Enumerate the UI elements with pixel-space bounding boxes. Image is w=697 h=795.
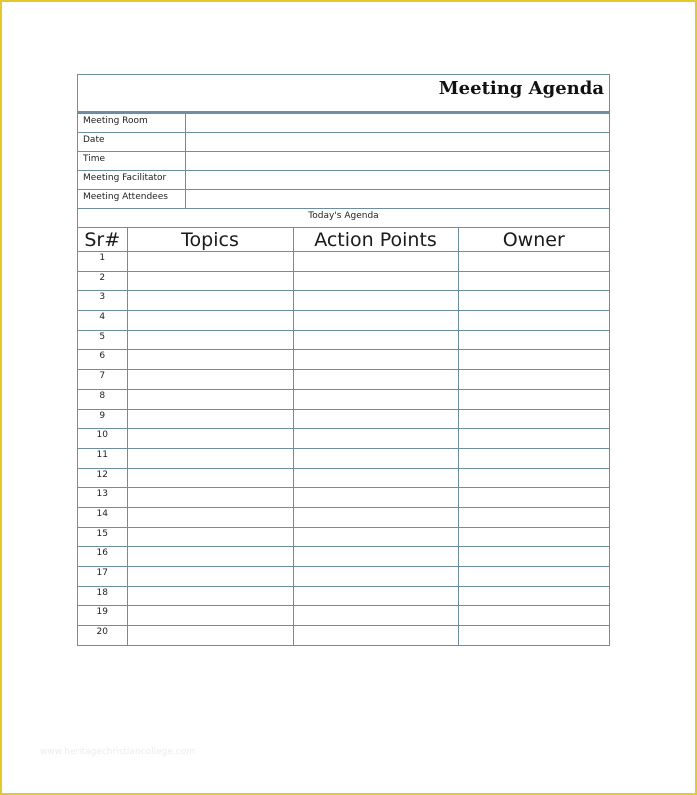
row-number: 17: [78, 567, 127, 587]
action-points-cell[interactable]: [293, 547, 458, 567]
column-header-owner: Owner: [458, 228, 609, 252]
table-row: [78, 586, 609, 606]
info-value-field[interactable]: [186, 133, 610, 152]
table-row: [78, 271, 609, 291]
info-label: Time: [78, 152, 186, 171]
topic-cell[interactable]: [127, 448, 293, 468]
topic-cell[interactable]: [127, 311, 293, 331]
topic-cell[interactable]: [127, 626, 293, 645]
info-value-field[interactable]: [186, 190, 610, 209]
table-row: [78, 547, 609, 567]
info-row: [78, 171, 609, 190]
info-value-field[interactable]: [186, 171, 610, 190]
topic-cell[interactable]: [127, 389, 293, 409]
info-row: [78, 190, 609, 209]
topic-cell[interactable]: [127, 468, 293, 488]
action-points-cell[interactable]: [293, 389, 458, 409]
action-points-cell[interactable]: [293, 350, 458, 370]
title-row: [78, 75, 609, 114]
owner-cell[interactable]: [458, 626, 609, 645]
action-points-cell[interactable]: [293, 488, 458, 508]
owner-cell[interactable]: [458, 527, 609, 547]
meeting-info-table: [78, 114, 609, 209]
topic-cell[interactable]: [127, 252, 293, 272]
agenda-table: [78, 228, 609, 645]
owner-cell[interactable]: [458, 350, 609, 370]
info-label: Meeting Room: [78, 114, 186, 133]
action-points-cell[interactable]: [293, 567, 458, 587]
owner-cell[interactable]: [458, 291, 609, 311]
owner-cell[interactable]: [458, 370, 609, 390]
owner-cell[interactable]: [458, 567, 609, 587]
row-number: 13: [78, 488, 127, 508]
info-label: Date: [78, 133, 186, 152]
row-number: 16: [78, 547, 127, 567]
action-points-cell[interactable]: [293, 448, 458, 468]
info-label: Meeting Attendees: [78, 190, 186, 209]
topic-cell[interactable]: [127, 330, 293, 350]
topic-cell[interactable]: [127, 507, 293, 527]
action-points-cell[interactable]: [293, 626, 458, 645]
action-points-cell[interactable]: [293, 606, 458, 626]
row-number: 14: [78, 507, 127, 527]
table-row: [78, 606, 609, 626]
topic-cell[interactable]: [127, 527, 293, 547]
table-row: [78, 350, 609, 370]
owner-cell[interactable]: [458, 311, 609, 331]
owner-cell[interactable]: [458, 586, 609, 606]
info-value-field[interactable]: [186, 114, 610, 133]
owner-cell[interactable]: [458, 606, 609, 626]
row-number: 12: [78, 468, 127, 488]
info-row: [78, 133, 609, 152]
owner-cell[interactable]: [458, 488, 609, 508]
table-row: [78, 330, 609, 350]
topic-cell[interactable]: [127, 429, 293, 449]
owner-cell[interactable]: [458, 468, 609, 488]
topic-cell[interactable]: [127, 586, 293, 606]
table-row: [78, 626, 609, 645]
topic-cell[interactable]: [127, 409, 293, 429]
action-points-cell[interactable]: [293, 252, 458, 272]
row-number: 19: [78, 606, 127, 626]
action-points-cell[interactable]: [293, 507, 458, 527]
row-number: 4: [78, 311, 127, 331]
row-number: 6: [78, 350, 127, 370]
topic-cell[interactable]: [127, 291, 293, 311]
topic-cell[interactable]: [127, 271, 293, 291]
table-row: [78, 370, 609, 390]
agenda-header-row: [78, 228, 609, 252]
row-number: 1: [78, 252, 127, 272]
table-row: [78, 468, 609, 488]
topic-cell[interactable]: [127, 350, 293, 370]
topic-cell[interactable]: [127, 488, 293, 508]
table-row: [78, 389, 609, 409]
watermark-text: www.heritagechristiancollege.com: [40, 747, 195, 757]
row-number: 15: [78, 527, 127, 547]
action-points-cell[interactable]: [293, 291, 458, 311]
topic-cell[interactable]: [127, 547, 293, 567]
row-number: 2: [78, 271, 127, 291]
row-number: 11: [78, 448, 127, 468]
row-number: 20: [78, 626, 127, 645]
info-row: [78, 152, 609, 171]
action-points-cell[interactable]: [293, 370, 458, 390]
owner-cell[interactable]: [458, 429, 609, 449]
owner-cell[interactable]: [458, 271, 609, 291]
row-number: 7: [78, 370, 127, 390]
info-label: Meeting Facilitator: [78, 171, 186, 190]
info-value-field[interactable]: [186, 152, 610, 171]
owner-cell[interactable]: [458, 389, 609, 409]
topic-cell[interactable]: [127, 567, 293, 587]
todays-agenda-heading: Today's Agenda: [78, 209, 609, 228]
action-points-cell[interactable]: [293, 429, 458, 449]
owner-cell[interactable]: [458, 409, 609, 429]
owner-cell[interactable]: [458, 448, 609, 468]
row-number: 18: [78, 586, 127, 606]
table-row: [78, 252, 609, 272]
action-points-cell[interactable]: [293, 330, 458, 350]
table-row: [78, 527, 609, 547]
table-row: [78, 429, 609, 449]
topic-cell[interactable]: [127, 370, 293, 390]
owner-cell[interactable]: [458, 330, 609, 350]
action-points-cell[interactable]: [293, 586, 458, 606]
table-row: [78, 507, 609, 527]
action-points-cell[interactable]: [293, 271, 458, 291]
table-row: [78, 409, 609, 429]
table-row: [78, 567, 609, 587]
column-header-action-points: Action Points: [293, 228, 458, 252]
action-points-cell[interactable]: [293, 527, 458, 547]
row-number: 9: [78, 409, 127, 429]
table-row: [78, 488, 609, 508]
column-header-topics: Topics: [127, 228, 293, 252]
table-row: [78, 291, 609, 311]
action-points-cell[interactable]: [293, 468, 458, 488]
owner-cell[interactable]: [458, 507, 609, 527]
row-number: 3: [78, 291, 127, 311]
info-row: [78, 114, 609, 133]
row-number: 10: [78, 429, 127, 449]
row-number: 8: [78, 389, 127, 409]
table-row: [78, 448, 609, 468]
action-points-cell[interactable]: [293, 311, 458, 331]
column-header-sr: Sr#: [78, 228, 127, 252]
topic-cell[interactable]: [127, 606, 293, 626]
row-number: 5: [78, 330, 127, 350]
owner-cell[interactable]: [458, 252, 609, 272]
agenda-sheet: [77, 74, 610, 646]
table-row: [78, 311, 609, 331]
owner-cell[interactable]: [458, 547, 609, 567]
action-points-cell[interactable]: [293, 409, 458, 429]
page-title: Meeting Agenda: [438, 78, 604, 99]
